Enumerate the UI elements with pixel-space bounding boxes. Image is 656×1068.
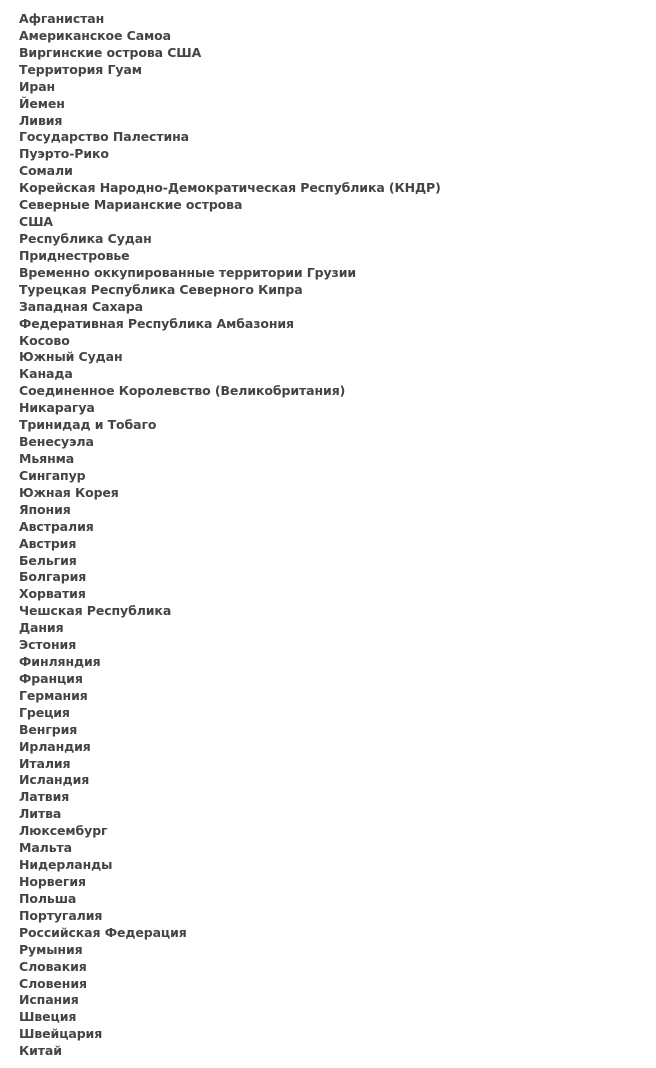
country-list-item: Австрия bbox=[19, 535, 77, 551]
country-list-item: Хорватия bbox=[19, 586, 86, 602]
country-list-item: Чешская Республика bbox=[19, 603, 172, 619]
country-list-item: Германия bbox=[19, 687, 88, 703]
country-list-item: Ирландия bbox=[19, 738, 91, 754]
country-list-item: Люксембург bbox=[19, 823, 108, 839]
country-list-item: Эстония bbox=[19, 637, 77, 653]
country-list-item: Португалия bbox=[19, 907, 103, 923]
country-list-item: Дания bbox=[19, 620, 64, 636]
country-list-item: Япония bbox=[19, 501, 71, 517]
country-list-item: Временно оккупированные территории Грузии bbox=[19, 264, 357, 280]
country-list-item: Ливия bbox=[19, 112, 63, 128]
country-list-item: Приднестровье bbox=[19, 247, 130, 263]
country-list-item: Бельгия bbox=[19, 552, 77, 568]
country-list-item: Литва bbox=[19, 806, 62, 822]
country-list-item: Болгария bbox=[19, 569, 87, 585]
country-list-item: Южная Корея bbox=[19, 484, 119, 500]
country-list-item: Афганистан bbox=[19, 11, 105, 26]
country-list-item: Китай bbox=[19, 1043, 62, 1059]
country-list-item: Территория Гуам bbox=[19, 61, 142, 77]
country-list-item: Мьянма bbox=[19, 450, 75, 466]
country-list-item: Финляндия bbox=[19, 654, 101, 670]
country-list-item: Мальта bbox=[19, 840, 73, 856]
country-list-item: Никарагуа bbox=[19, 400, 95, 416]
country-list-item: Южный Судан bbox=[19, 349, 123, 365]
country-list-item: Тринидад и Тобаго bbox=[19, 417, 157, 433]
country-list-item: Республика Судан bbox=[19, 230, 152, 246]
country-list-item: Румыния bbox=[19, 941, 83, 957]
country-list-item: Турецкая Республика Северного Кипра bbox=[19, 281, 303, 297]
country-list-item: Венгрия bbox=[19, 721, 78, 737]
country-list-item: Американское Самоа bbox=[19, 27, 171, 43]
country-list-item: Словакия bbox=[19, 958, 87, 974]
country-list-item: Латвия bbox=[19, 789, 70, 805]
country-list-item: Венесуэла bbox=[19, 434, 94, 450]
country-list-item: Польша bbox=[19, 890, 77, 906]
country-list-item: Пуэрто-Рико bbox=[19, 146, 109, 162]
country-list-item: Австралия bbox=[19, 518, 94, 534]
country-list-item: США bbox=[19, 214, 53, 230]
country-list-item: Корейская Народно-Демократическая Республика (КНДР) bbox=[19, 180, 441, 196]
country-list bbox=[19, 11, 441, 1060]
country-list-item: Виргинские острова США bbox=[19, 44, 202, 60]
country-list-item: Иран bbox=[19, 78, 56, 94]
country-list-item: Северные Марианские острова bbox=[19, 197, 243, 213]
country-list-item: Канада bbox=[19, 366, 73, 382]
country-list-item: Швеция bbox=[19, 1009, 77, 1025]
country-list-item: Западная Сахара bbox=[19, 298, 143, 314]
country-list-item: Греция bbox=[19, 704, 70, 720]
country-list-item: Испания bbox=[19, 992, 79, 1008]
country-list-item: Соединенное Королевство (Великобритания) bbox=[19, 383, 346, 399]
country-list-item: Йемен bbox=[19, 95, 65, 111]
country-list-item: Сингапур bbox=[19, 467, 86, 483]
country-list-item: Нидерланды bbox=[19, 857, 113, 873]
country-list-item: Исландия bbox=[19, 772, 90, 788]
country-list-item: Косово bbox=[19, 332, 70, 348]
country-list-item: Словения bbox=[19, 975, 87, 991]
country-list-item: Италия bbox=[19, 755, 71, 771]
country-list-item: Федеративная Республика Амбазония bbox=[19, 315, 294, 331]
country-list-item: Государство Палестина bbox=[19, 129, 190, 145]
country-list-item: Швейцария bbox=[19, 1026, 103, 1042]
country-list-item: Сомали bbox=[19, 163, 73, 179]
country-list-item: Норвегия bbox=[19, 874, 86, 890]
country-list-item: Российская Федерация bbox=[19, 924, 187, 940]
country-list-item: Франция bbox=[19, 670, 83, 686]
